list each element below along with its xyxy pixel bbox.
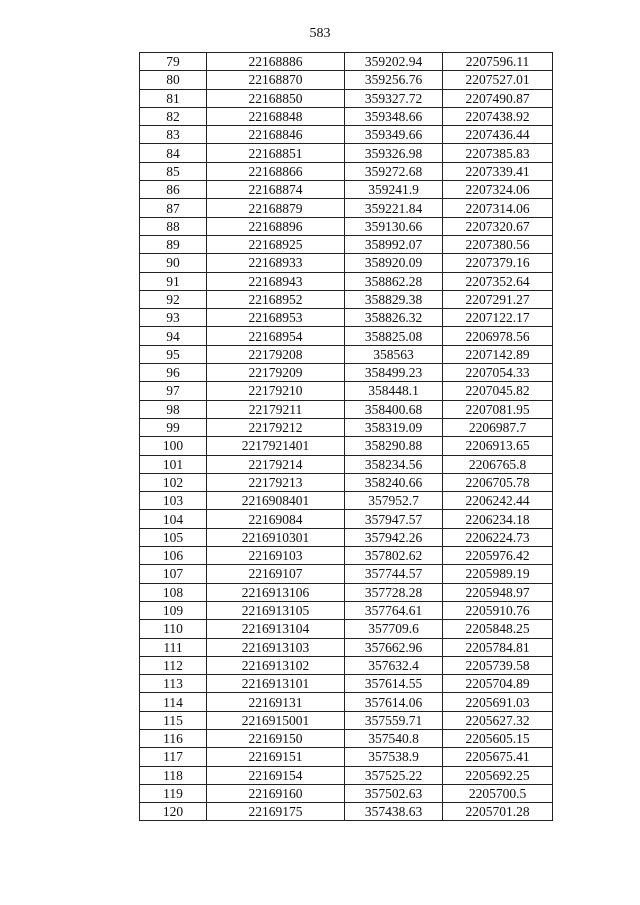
point-id-cell: 22168851: [207, 144, 345, 162]
point-id-cell: 22169084: [207, 510, 345, 528]
row-index-cell: 111: [140, 638, 207, 656]
x-coordinate-cell: 359349.66: [345, 126, 443, 144]
table-row: [140, 290, 553, 308]
x-coordinate-cell: 358290.88: [345, 437, 443, 455]
row-index-cell: 89: [140, 235, 207, 253]
table-row: [140, 601, 553, 619]
x-coordinate-cell: 358829.38: [345, 290, 443, 308]
y-coordinate-cell: 2206765.8: [443, 455, 553, 473]
y-coordinate-cell: 2207436.44: [443, 126, 553, 144]
row-index-cell: 98: [140, 400, 207, 418]
y-coordinate-cell: 2206987.7: [443, 418, 553, 436]
row-index-cell: 95: [140, 345, 207, 363]
point-id-cell: 22179211: [207, 400, 345, 418]
y-coordinate-cell: 2206224.73: [443, 528, 553, 546]
point-id-cell: 22168925: [207, 235, 345, 253]
table-row: [140, 71, 553, 89]
y-coordinate-cell: 2207385.83: [443, 144, 553, 162]
table-row: [140, 309, 553, 327]
x-coordinate-cell: 357728.28: [345, 583, 443, 601]
point-id-cell: 22179210: [207, 382, 345, 400]
table-row: [140, 162, 553, 180]
y-coordinate-cell: 2207379.16: [443, 254, 553, 272]
row-index-cell: 114: [140, 693, 207, 711]
x-coordinate-cell: 358319.09: [345, 418, 443, 436]
y-coordinate-cell: 2206234.18: [443, 510, 553, 528]
table-row: [140, 638, 553, 656]
table-row: [140, 437, 553, 455]
row-index-cell: 107: [140, 565, 207, 583]
row-index-cell: 96: [140, 364, 207, 382]
point-id-cell: 22168886: [207, 53, 345, 71]
y-coordinate-cell: 2205948.97: [443, 583, 553, 601]
table-row: [140, 766, 553, 784]
table-row: [140, 528, 553, 546]
row-index-cell: 100: [140, 437, 207, 455]
x-coordinate-cell: 359221.84: [345, 199, 443, 217]
y-coordinate-cell: 2207320.67: [443, 217, 553, 235]
x-coordinate-cell: 357438.63: [345, 803, 443, 821]
table-row: [140, 729, 553, 747]
point-id-cell: 22168848: [207, 107, 345, 125]
table-row: [140, 547, 553, 565]
table-row: [140, 492, 553, 510]
row-index-cell: 118: [140, 766, 207, 784]
row-index-cell: 79: [140, 53, 207, 71]
x-coordinate-cell: 357540.8: [345, 729, 443, 747]
x-coordinate-cell: 357802.62: [345, 547, 443, 565]
point-id-cell: 2216910301: [207, 528, 345, 546]
x-coordinate-cell: 358920.09: [345, 254, 443, 272]
x-coordinate-cell: 357614.06: [345, 693, 443, 711]
point-id-cell: 22169131: [207, 693, 345, 711]
point-id-cell: 22169175: [207, 803, 345, 821]
x-coordinate-cell: 358234.56: [345, 455, 443, 473]
x-coordinate-cell: 359327.72: [345, 89, 443, 107]
point-id-cell: 2216913104: [207, 620, 345, 638]
table-row: [140, 144, 553, 162]
point-id-cell: 22179213: [207, 473, 345, 491]
point-id-cell: 2216915001: [207, 711, 345, 729]
row-index-cell: 82: [140, 107, 207, 125]
x-coordinate-cell: 358240.66: [345, 473, 443, 491]
y-coordinate-cell: 2207324.06: [443, 181, 553, 199]
table-row: [140, 181, 553, 199]
x-coordinate-cell: 357559.71: [345, 711, 443, 729]
row-index-cell: 102: [140, 473, 207, 491]
page-number: 583: [309, 26, 331, 41]
x-coordinate-cell: 359272.68: [345, 162, 443, 180]
y-coordinate-cell: 2205704.89: [443, 675, 553, 693]
row-index-cell: 116: [140, 729, 207, 747]
y-coordinate-cell: 2205910.76: [443, 601, 553, 619]
point-id-cell: 22169150: [207, 729, 345, 747]
row-index-cell: 86: [140, 181, 207, 199]
table-row: [140, 345, 553, 363]
table-row: [140, 675, 553, 693]
x-coordinate-cell: 358499.23: [345, 364, 443, 382]
row-index-cell: 105: [140, 528, 207, 546]
table-row: [140, 418, 553, 436]
row-index-cell: 81: [140, 89, 207, 107]
row-index-cell: 80: [140, 71, 207, 89]
point-id-cell: 22169103: [207, 547, 345, 565]
y-coordinate-cell: 2207527.01: [443, 71, 553, 89]
point-id-cell: 22179208: [207, 345, 345, 363]
table-row: [140, 784, 553, 802]
point-id-cell: 22168952: [207, 290, 345, 308]
x-coordinate-cell: 358825.08: [345, 327, 443, 345]
point-id-cell: 22168870: [207, 71, 345, 89]
point-id-cell: 22179209: [207, 364, 345, 382]
y-coordinate-cell: 2205976.42: [443, 547, 553, 565]
table-row: [140, 126, 553, 144]
y-coordinate-cell: 2205739.58: [443, 656, 553, 674]
table-row: [140, 327, 553, 345]
point-id-cell: 22168953: [207, 309, 345, 327]
coordinates-table: [139, 52, 553, 821]
y-coordinate-cell: 2205700.5: [443, 784, 553, 802]
y-coordinate-cell: 2205848.25: [443, 620, 553, 638]
table-row: [140, 382, 553, 400]
table-row: [140, 748, 553, 766]
row-index-cell: 120: [140, 803, 207, 821]
table-row: [140, 53, 553, 71]
row-index-cell: 104: [140, 510, 207, 528]
row-index-cell: 85: [140, 162, 207, 180]
row-index-cell: 108: [140, 583, 207, 601]
y-coordinate-cell: 2207438.92: [443, 107, 553, 125]
y-coordinate-cell: 2207380.56: [443, 235, 553, 253]
table-row: [140, 272, 553, 290]
y-coordinate-cell: 2207314.06: [443, 199, 553, 217]
table-row: [140, 656, 553, 674]
point-id-cell: 22168846: [207, 126, 345, 144]
x-coordinate-cell: 358448.1: [345, 382, 443, 400]
y-coordinate-cell: 2206913.65: [443, 437, 553, 455]
table-body: [140, 53, 553, 821]
x-coordinate-cell: 357662.96: [345, 638, 443, 656]
row-index-cell: 97: [140, 382, 207, 400]
point-id-cell: 2216913103: [207, 638, 345, 656]
point-id-cell: 2216908401: [207, 492, 345, 510]
x-coordinate-cell: 357942.26: [345, 528, 443, 546]
row-index-cell: 110: [140, 620, 207, 638]
point-id-cell: 22168879: [207, 199, 345, 217]
x-coordinate-cell: 358826.32: [345, 309, 443, 327]
point-id-cell: 22169154: [207, 766, 345, 784]
x-coordinate-cell: 359348.66: [345, 107, 443, 125]
row-index-cell: 99: [140, 418, 207, 436]
x-coordinate-cell: 358563: [345, 345, 443, 363]
y-coordinate-cell: 2207142.89: [443, 345, 553, 363]
y-coordinate-cell: 2205675.41: [443, 748, 553, 766]
point-id-cell: 22169160: [207, 784, 345, 802]
row-index-cell: 113: [140, 675, 207, 693]
x-coordinate-cell: 359202.94: [345, 53, 443, 71]
row-index-cell: 119: [140, 784, 207, 802]
table-row: [140, 473, 553, 491]
x-coordinate-cell: 359326.98: [345, 144, 443, 162]
point-id-cell: 22169151: [207, 748, 345, 766]
point-id-cell: 2216913101: [207, 675, 345, 693]
point-id-cell: 22179214: [207, 455, 345, 473]
x-coordinate-cell: 357764.61: [345, 601, 443, 619]
point-id-cell: 2216913102: [207, 656, 345, 674]
x-coordinate-cell: 357525.22: [345, 766, 443, 784]
table-row: [140, 89, 553, 107]
point-id-cell: 22168896: [207, 217, 345, 235]
row-index-cell: 117: [140, 748, 207, 766]
row-index-cell: 112: [140, 656, 207, 674]
x-coordinate-cell: 358992.07: [345, 235, 443, 253]
x-coordinate-cell: 357502.63: [345, 784, 443, 802]
x-coordinate-cell: 357744.57: [345, 565, 443, 583]
x-coordinate-cell: 357709.6: [345, 620, 443, 638]
row-index-cell: 106: [140, 547, 207, 565]
y-coordinate-cell: 2205989.19: [443, 565, 553, 583]
x-coordinate-cell: 357952.7: [345, 492, 443, 510]
x-coordinate-cell: 358400.68: [345, 400, 443, 418]
table-row: [140, 400, 553, 418]
y-coordinate-cell: 2206705.78: [443, 473, 553, 491]
y-coordinate-cell: 2207490.87: [443, 89, 553, 107]
table-row: [140, 803, 553, 821]
x-coordinate-cell: 357538.9: [345, 748, 443, 766]
x-coordinate-cell: 357632.4: [345, 656, 443, 674]
row-index-cell: 101: [140, 455, 207, 473]
table-row: [140, 254, 553, 272]
y-coordinate-cell: 2207054.33: [443, 364, 553, 382]
y-coordinate-cell: 2205605.15: [443, 729, 553, 747]
y-coordinate-cell: 2205784.81: [443, 638, 553, 656]
y-coordinate-cell: 2205692.25: [443, 766, 553, 784]
row-index-cell: 93: [140, 309, 207, 327]
point-id-cell: 2217921401: [207, 437, 345, 455]
y-coordinate-cell: 2207122.17: [443, 309, 553, 327]
y-coordinate-cell: 2207291.27: [443, 290, 553, 308]
point-id-cell: 22168866: [207, 162, 345, 180]
table-row: [140, 364, 553, 382]
table-row: [140, 199, 553, 217]
row-index-cell: 92: [140, 290, 207, 308]
row-index-cell: 94: [140, 327, 207, 345]
point-id-cell: 2216913105: [207, 601, 345, 619]
table-row: [140, 711, 553, 729]
row-index-cell: 87: [140, 199, 207, 217]
table-row: [140, 510, 553, 528]
table-row: [140, 693, 553, 711]
point-id-cell: 22168954: [207, 327, 345, 345]
y-coordinate-cell: 2206242.44: [443, 492, 553, 510]
table-row: [140, 583, 553, 601]
row-index-cell: 91: [140, 272, 207, 290]
row-index-cell: 115: [140, 711, 207, 729]
y-coordinate-cell: 2205701.28: [443, 803, 553, 821]
table-row: [140, 107, 553, 125]
row-index-cell: 88: [140, 217, 207, 235]
point-id-cell: 22169107: [207, 565, 345, 583]
y-coordinate-cell: 2205691.03: [443, 693, 553, 711]
point-id-cell: 2216913106: [207, 583, 345, 601]
x-coordinate-cell: 359130.66: [345, 217, 443, 235]
x-coordinate-cell: 359256.76: [345, 71, 443, 89]
y-coordinate-cell: 2207339.41: [443, 162, 553, 180]
x-coordinate-cell: 358862.28: [345, 272, 443, 290]
table-row: [140, 455, 553, 473]
row-index-cell: 90: [140, 254, 207, 272]
row-index-cell: 83: [140, 126, 207, 144]
point-id-cell: 22168850: [207, 89, 345, 107]
table-row: [140, 620, 553, 638]
point-id-cell: 22168874: [207, 181, 345, 199]
y-coordinate-cell: 2206978.56: [443, 327, 553, 345]
y-coordinate-cell: 2207045.82: [443, 382, 553, 400]
table-row: [140, 565, 553, 583]
x-coordinate-cell: 359241.9: [345, 181, 443, 199]
point-id-cell: 22179212: [207, 418, 345, 436]
table-row: [140, 235, 553, 253]
y-coordinate-cell: 2207352.64: [443, 272, 553, 290]
row-index-cell: 103: [140, 492, 207, 510]
y-coordinate-cell: 2207596.11: [443, 53, 553, 71]
y-coordinate-cell: 2207081.95: [443, 400, 553, 418]
point-id-cell: 22168943: [207, 272, 345, 290]
y-coordinate-cell: 2205627.32: [443, 711, 553, 729]
table-row: [140, 217, 553, 235]
point-id-cell: 22168933: [207, 254, 345, 272]
x-coordinate-cell: 357614.55: [345, 675, 443, 693]
row-index-cell: 84: [140, 144, 207, 162]
x-coordinate-cell: 357947.57: [345, 510, 443, 528]
row-index-cell: 109: [140, 601, 207, 619]
